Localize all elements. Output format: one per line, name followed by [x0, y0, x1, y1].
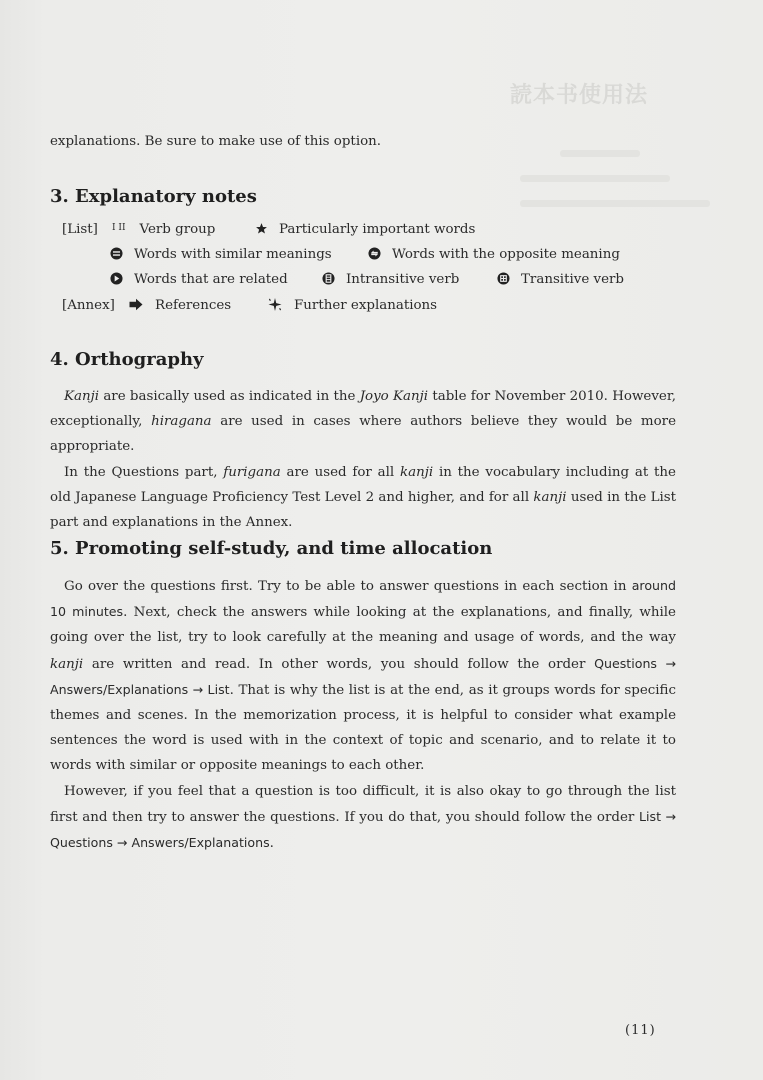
italic-term: kanji [399, 464, 434, 480]
self-study-paragraph-1: Go over the questions first. Try to be able to answer questions in each section in around 10 minutes. Next, check the answers while looking at the explanations, and finally, while going over the list, try to look carefully at the meaning and usage of words, and the way kanji are written and read. In other words, you should follow the order Questions → Answers/Explanations → List. That is why the list is at the end, as it groups words for specific themes and scenes. In the memorization process, it is helpful to consider what example sentences the word is used with in the context of topic and scenario, and to relate it to words with similar or opposite meanings to each other. [50, 578, 676, 774]
bleed-through-text [520, 150, 720, 225]
intransitive-label: Intransitive verb [346, 272, 460, 287]
related-icon [110, 272, 123, 285]
transitive-icon [497, 272, 510, 285]
opposite-label: Words with the opposite meaning [392, 247, 620, 262]
emphasis-phrase: Questions → Answers/Explanations → List [50, 655, 676, 697]
italic-term: kanji [533, 489, 567, 505]
orthography-paragraph-1: Kanji are basically used as indicated in the Joyo Kanji table for November 2010. However, exceptionally, hiragana are used in cases where authors believe they would be more appropriate. [50, 389, 677, 455]
list-label: [List] [62, 222, 98, 237]
transitive-label: Transitive verb [521, 272, 624, 287]
arrow-right-icon [128, 298, 144, 311]
italic-term: Kanji [64, 389, 100, 404]
intransitive-note [322, 272, 459, 287]
opposite-meaning-icon [368, 247, 381, 260]
page-number: (11) [625, 1023, 656, 1038]
star-icon [255, 222, 268, 235]
lead-line: explanations. Be sure to make use of this option. [50, 134, 382, 149]
section-5-body [50, 573, 676, 856]
bleed-through-heading: 読本书使用法 [510, 82, 649, 108]
self-study-paragraph-2: However, if you feel that a question is too difficult, it is also okay to go through the list first and then try to answer the questions. If you do that, you should follow the order List → Questions → Answers/Explanations. [50, 783, 677, 852]
italic-term: Joyo Kanji [359, 389, 429, 404]
important-label: Particularly important words [279, 222, 476, 237]
emphasis-phrase: List → Questions → Answers/Explanations [50, 808, 677, 851]
transitive-note [497, 272, 624, 287]
section-4-body [50, 384, 676, 535]
similar-note [110, 247, 332, 262]
similar-meaning-icon [110, 247, 123, 260]
italic-term: hiragana [151, 414, 212, 430]
section-4-title: 4. Orthography [50, 349, 204, 370]
related-note [110, 272, 288, 287]
verb-group-label: Verb group [139, 222, 216, 237]
important-note [255, 222, 475, 237]
italic-term: kanji [50, 656, 84, 672]
further-label: Further explanations [294, 298, 438, 313]
section-5-title: 5. Promoting self-study, and time allocation [50, 538, 493, 559]
orthography-paragraph-2: In the Questions part, furigana are used for all kanji in the vocabulary including at the old Japanese Language Proficiency Test Level 2 and higher, and for all kanji used in the List part and explanations in the Annex. [50, 464, 676, 531]
italic-term: furigana [223, 464, 281, 480]
related-label: Words that are related [134, 272, 288, 287]
verb-group-mark: I II [112, 223, 126, 233]
intransitive-icon [322, 272, 335, 285]
further-note [267, 298, 437, 313]
references-note [128, 298, 231, 313]
references-label: References [155, 298, 232, 313]
section-3-title: 3. Explanatory notes [50, 186, 257, 207]
verb-group-note [112, 222, 215, 237]
similar-label: Words with similar meanings [134, 247, 332, 262]
sparkle-icon [267, 298, 283, 311]
opposite-note [368, 247, 620, 262]
emphasis-phrase: around 10 minutes [50, 578, 676, 620]
annex-label: [Annex] [62, 298, 115, 313]
